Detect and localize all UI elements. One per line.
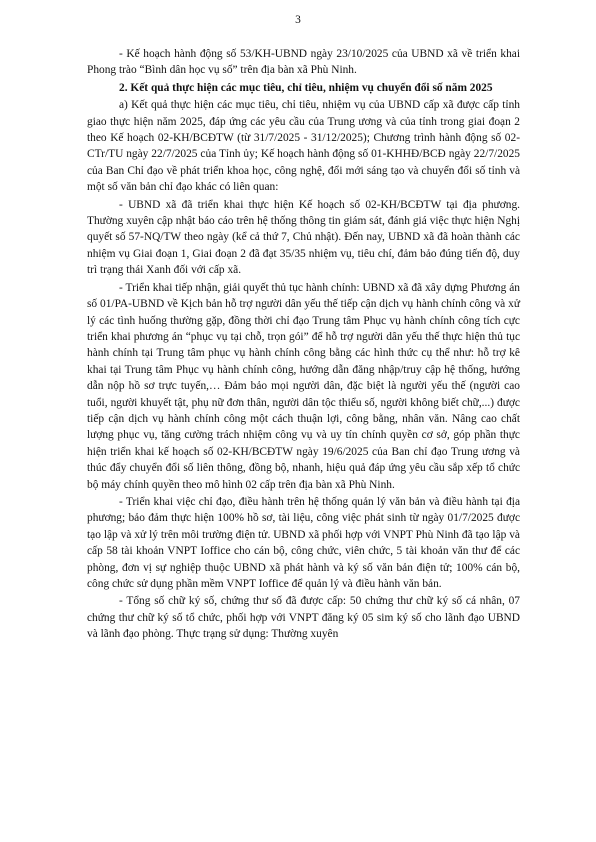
document-body [87,46,520,644]
page-number: 3 [295,14,301,26]
paragraph-plan-implementation: - UBND xã đã triển khai thực hiện Kế hoạch số 02-KH/BCĐTW tại địa phương. Thường xuyên cập nhật báo cáo trên hệ thống thông tin giám sát, đánh giá việc thực hiện Nghị quyết số 57-NQ/TW theo ngày (kể cả thứ 7, Chủ nhật). Đến nay, UBND xã đã hoàn thành các nhiệm vụ Giai đoạn 1, Giai đoạn 2 đã đạt 35/35 nhiệm vụ, tiêu chí, đảm bảo đúng tiến độ, duy trì trạng thái Xanh đối với cấp xã. [87,198,520,277]
paragraph-digital-signatures: - Tổng số chữ ký số, chứng thư số đã được cấp: 50 chứng thư chữ ký số cá nhân, 07 chứng thư chữ ký số tổ chức, phối hợp với VNPT đăng ký 05 sim ký số cho lãnh đạo UBND và lãnh đạo phòng. Thực trạng sử dụng: Thường xuyên [87,595,520,641]
paragraph-administrative-procedures: - Triển khai tiếp nhận, giải quyết thủ tục hành chính: UBND xã đã xây dựng Phương án số 01/PA-UBND về Kịch bản hỗ trợ người dân yếu thế tiếp cận dịch vụ hành chính công và xử lý các tình huống thường gặp, đồng thời chỉ đạo Trung tâm Phục vụ hành chính công tích cực triển khai phương án “phục vụ tại chỗ, trọn gói” để hỗ trợ người dân yếu thế thực hiện thủ tục hành chính tại Trung tâm phục vụ hành chính công bằng các hình thức cụ thể như: hỗ trợ kê khai tại Trung tâm Phục vụ hành chính công, hướng dẫn đăng nhập/truy cập hệ thống, hướng dẫn nộp hồ sơ trực tuyến,… Đảm bảo mọi người dân, đặc biệt là người yếu thế (người cao tuổi, người khuyết tật, phụ nữ đơn thân, người dân tộc thiểu số, người không biết chữ,...) được tiếp cận dịch vụ hành chính công một cách thuận lợi, công bằng, nhân văn. Nâng cao chất lượng phục vụ, tăng cường trách nhiệm công vụ và uy tín chính quyền cơ sở, góp phần thực hiện triển khai kế hoạch số 02-KH/BCĐTW ngày 19/6/2025 của Ban chỉ đạo Trung ương và thúc đẩy chuyển đổi số liên thông, đồng bộ, nhanh, hiệu quả đáp ứng yêu cầu sắp xếp tổ chức bộ máy chính quyền theo mô hình 02 cấp trên địa bàn xã Phù Ninh. [87,281,520,491]
section-heading-2: 2. Kết quả thực hiện các mục tiêu, chỉ tiêu, nhiệm vụ chuyển đổi số năm 2025 [119,81,493,94]
paragraph-item-a: a) Kết quả thực hiện các mục tiêu, chỉ tiêu, nhiệm vụ của UBND cấp xã được cấp tỉnh giao thực hiện năm 2025, đáp ứng các yêu cầu của Trung ương và của tỉnh trong giai đoạn 2 theo Kế hoạch 02-KH/BCĐTW (từ 31/7/2025 - 31/12/2025); Chương trình hành động số 02-CTr/TU ngày 22/7/2025 của Tỉnh ủy; Kế hoạch hành động số 01-KHHĐ/BCĐ ngày 22/7/2025 của Ban Chỉ đạo về phát triển khoa học, công nghệ, đổi mới sáng tạo và chuyển đổi số tỉnh và một số văn bản chỉ đạo khác có liên quan: [87,99,520,194]
paragraph-document-management: - Triển khai việc chỉ đạo, điều hành trên hệ thống quản lý văn bản và điều hành tại địa phương; bảo đảm thực hiện 100% hồ sơ, tài liệu, công việc phát sinh từ ngày 01/7/2025 được tạo lập và xử lý trên môi trường điện tử. UBND xã phối hợp với VNPT Phù Ninh đã tạo lập và cấp 58 tài khoản VNPT Ioffice cho cán bộ, công chức, viên chức, 5 tài khoản văn thư để các phòng, đơn vị sự nghiệp thuộc UBND xã phát hành và ký số văn bản điện tử; 100% cán bộ, công chức sử dụng phần mềm VNPT Ioffice để quản lý và điều hành văn bản. [87,495,520,590]
paragraph-action-plan-53: - Kế hoạch hành động số 53/KH-UBND ngày 23/10/2025 của UBND xã về triển khai Phong trào “Bình dân học vụ số” trên địa bàn xã Phù Ninh. [87,48,520,77]
